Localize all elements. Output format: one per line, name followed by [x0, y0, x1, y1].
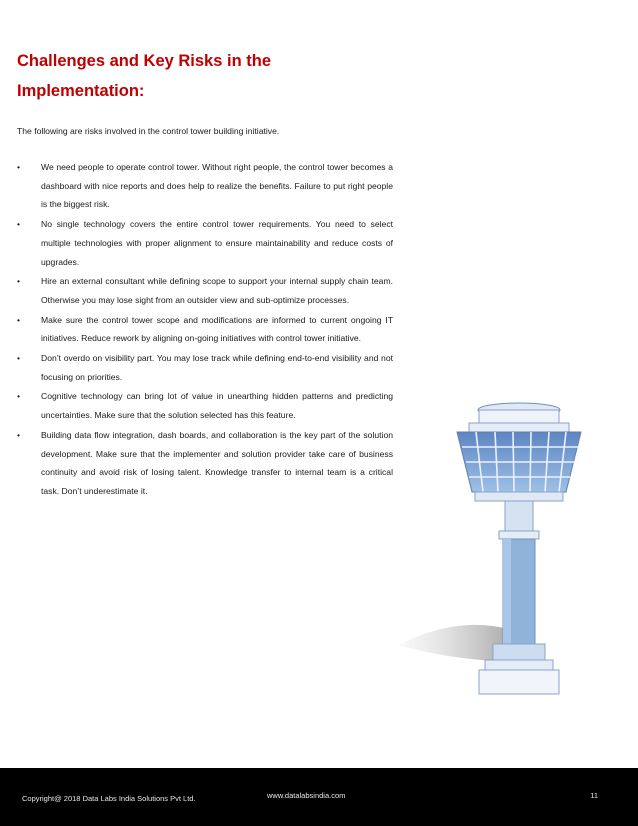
risk-text: Cognitive technology can bring lot of value in unearthing hidden patterns and predicting uncertainties. Make sure that the solution selected has this feature.: [41, 391, 393, 421]
intro-text: The following are risks involved in the control tower building initiative.: [17, 126, 280, 136]
bullet-icon: •: [17, 314, 21, 325]
bullet-icon: •: [17, 162, 21, 172]
risk-item: [17, 387, 393, 424]
risk-text: Building data flow integration, dash boards, and collaboration is the key part of the solution development. Make sure that the implementer and solution provider take care of business continuity and avoid risk of losing talent. Knowledge transfer to internal team is a critical task. Don’t underestimate it.: [41, 429, 393, 496]
bullet-icon: •: [17, 391, 21, 402]
bullet-icon: •: [17, 353, 21, 364]
risk-item: [17, 215, 393, 271]
bullet-icon: •: [17, 429, 21, 440]
bullet-icon: •: [17, 219, 21, 230]
risk-text: We need people to operate control tower. Without right people, the control tower becomes a dashboard with nice reports and does help to realize the benefits. Failure to put right people is the biggest risk.: [41, 162, 393, 210]
tower-neck: [505, 501, 533, 531]
risk-item: [17, 311, 393, 348]
risk-item: [17, 272, 393, 309]
footer-website-link[interactable]: www.datalabsindia.com: [267, 791, 346, 800]
risk-item: [17, 158, 393, 214]
risk-text: Make sure the control tower scope and modifications are informed to current ongoing IT initiatives. Reduce rework by aligning on-going initiatives with control tower initiative.: [41, 314, 393, 344]
bullet-icon: •: [17, 276, 21, 287]
page-footer: [0, 768, 638, 826]
page-title: [17, 46, 337, 106]
tower-base: [493, 644, 545, 660]
risk-item: [17, 349, 393, 386]
control-tower-illustration: [378, 400, 628, 710]
page-title-line-2: Implementation:: [17, 82, 145, 100]
risk-text: No single technology covers the entire control tower requirements. You need to select multiple technologies with proper alignment to ensure maintainability and reduce costs of upgrades.: [41, 219, 393, 267]
risk-text: Don’t overdo on visibility part. You may lose track while defining end-to-end visibility and not focusing on priorities.: [41, 353, 393, 382]
risk-list: [17, 158, 393, 502]
page-number: 11: [590, 791, 598, 800]
risk-text: Hire an external consultant while defining scope to support your internal supply chain team. Otherwise you may lose sight from an outsider view and sub-optimize processes.: [41, 276, 393, 305]
footer-copyright: Copyright@ 2018 Data Labs India Solutions Pvt Ltd.: [22, 794, 196, 803]
page-title-line-1: Challenges and Key Risks in the: [17, 52, 271, 70]
risk-item: [17, 426, 393, 501]
